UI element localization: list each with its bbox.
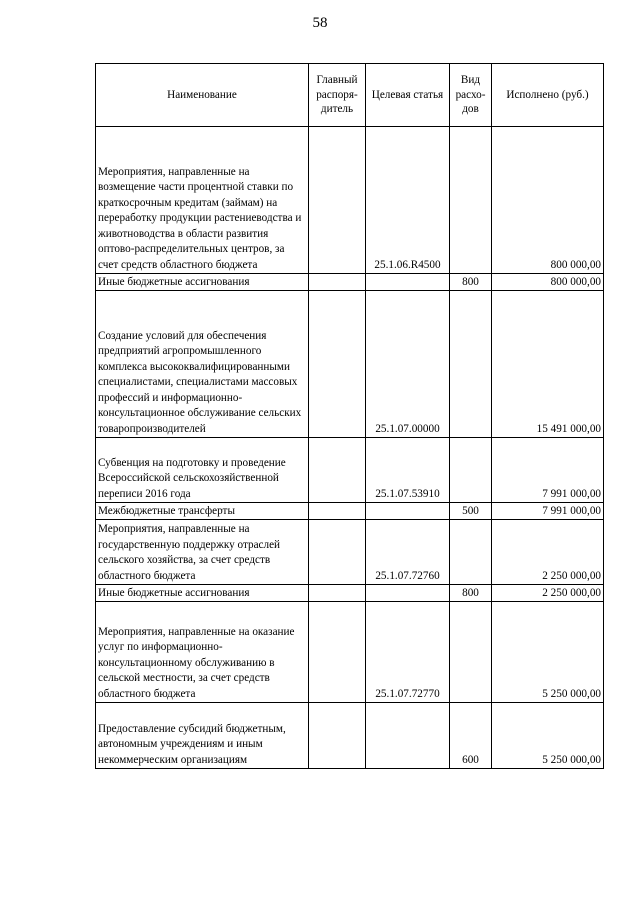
row-name: Создание условий для обеспечения предприятий агропромышленного комплекса высококвалифицированными специалистами, специалистами массовых профессий и информационно-консультационное обслуживание сельских товаропроизводителей [96, 291, 309, 438]
table-row [96, 585, 604, 602]
row-executed: 800 000,00 [492, 127, 604, 274]
row-name: Иные бюджетные ассигнования [96, 274, 309, 291]
row-expense-type: 800 [450, 274, 492, 291]
row-expense-type [450, 602, 492, 703]
row-executed: 7 991 000,00 [492, 503, 604, 520]
table-row [96, 703, 604, 769]
row-main-manager [309, 438, 366, 503]
row-executed: 7 991 000,00 [492, 438, 604, 503]
row-expense-type [450, 291, 492, 438]
page-number: 58 [312, 15, 328, 31]
row-target-article: 25.1.07.72760 [366, 520, 450, 585]
table-row [96, 127, 604, 274]
row-main-manager [309, 585, 366, 602]
header-main-manager: Главный распоря-дитель [309, 64, 366, 127]
row-name: Межбюджетные трансферты [96, 503, 309, 520]
row-expense-type [450, 438, 492, 503]
header-target-article: Целевая статья [366, 64, 450, 127]
table-row [96, 438, 604, 503]
row-name: Мероприятия, направленные на оказание услуг по информационно-консультационному обслуживанию в сельской местности, за счет средств областного бюджета [96, 602, 309, 703]
row-target-article [366, 703, 450, 769]
row-expense-type: 500 [450, 503, 492, 520]
row-main-manager [309, 602, 366, 703]
row-executed: 2 250 000,00 [492, 585, 604, 602]
row-target-article: 25.1.06.R4500 [366, 127, 450, 274]
table-row [96, 520, 604, 585]
row-executed: 5 250 000,00 [492, 703, 604, 769]
row-main-manager [309, 703, 366, 769]
row-expense-type: 600 [450, 703, 492, 769]
budget-execution-table [95, 63, 604, 769]
row-target-article: 25.1.07.53910 [366, 438, 450, 503]
row-executed: 2 250 000,00 [492, 520, 604, 585]
row-expense-type [450, 520, 492, 585]
row-name: Иные бюджетные ассигнования [96, 585, 309, 602]
header-executed: Исполнено (руб.) [492, 64, 604, 127]
row-target-article: 25.1.07.72770 [366, 602, 450, 703]
row-main-manager [309, 520, 366, 585]
table-header-row [96, 64, 604, 127]
row-executed: 800 000,00 [492, 274, 604, 291]
row-target-article [366, 503, 450, 520]
row-main-manager [309, 127, 366, 274]
row-main-manager [309, 274, 366, 291]
row-name: Предоставление субсидий бюджетным, автономным учреждениям и иным некоммерческим организациям [96, 703, 309, 769]
row-name: Субвенция на подготовку и проведение Всероссийской сельскохозяйственной переписи 2016 года [96, 438, 309, 503]
header-name: Наименование [96, 64, 309, 127]
row-executed: 5 250 000,00 [492, 602, 604, 703]
table-row [96, 503, 604, 520]
row-expense-type: 800 [450, 585, 492, 602]
row-main-manager [309, 503, 366, 520]
row-target-article [366, 274, 450, 291]
row-main-manager [309, 291, 366, 438]
row-name: Мероприятия, направленные на государственную поддержку отраслей сельского хозяйства, за счет средств областного бюджета [96, 520, 309, 585]
table-row [96, 602, 604, 703]
row-expense-type [450, 127, 492, 274]
row-executed: 15 491 000,00 [492, 291, 604, 438]
table-row [96, 274, 604, 291]
header-expense-type: Вид расхо-дов [450, 64, 492, 127]
row-target-article [366, 585, 450, 602]
row-target-article: 25.1.07.00000 [366, 291, 450, 438]
row-name: Мероприятия, направленные на возмещение части процентной ставки по краткосрочным кредитам (займам) на переработку продукции растениеводства и животноводства в области развития оптово-распределительных центров, за счет средств областного бюджета [96, 127, 309, 274]
table-row [96, 291, 604, 438]
